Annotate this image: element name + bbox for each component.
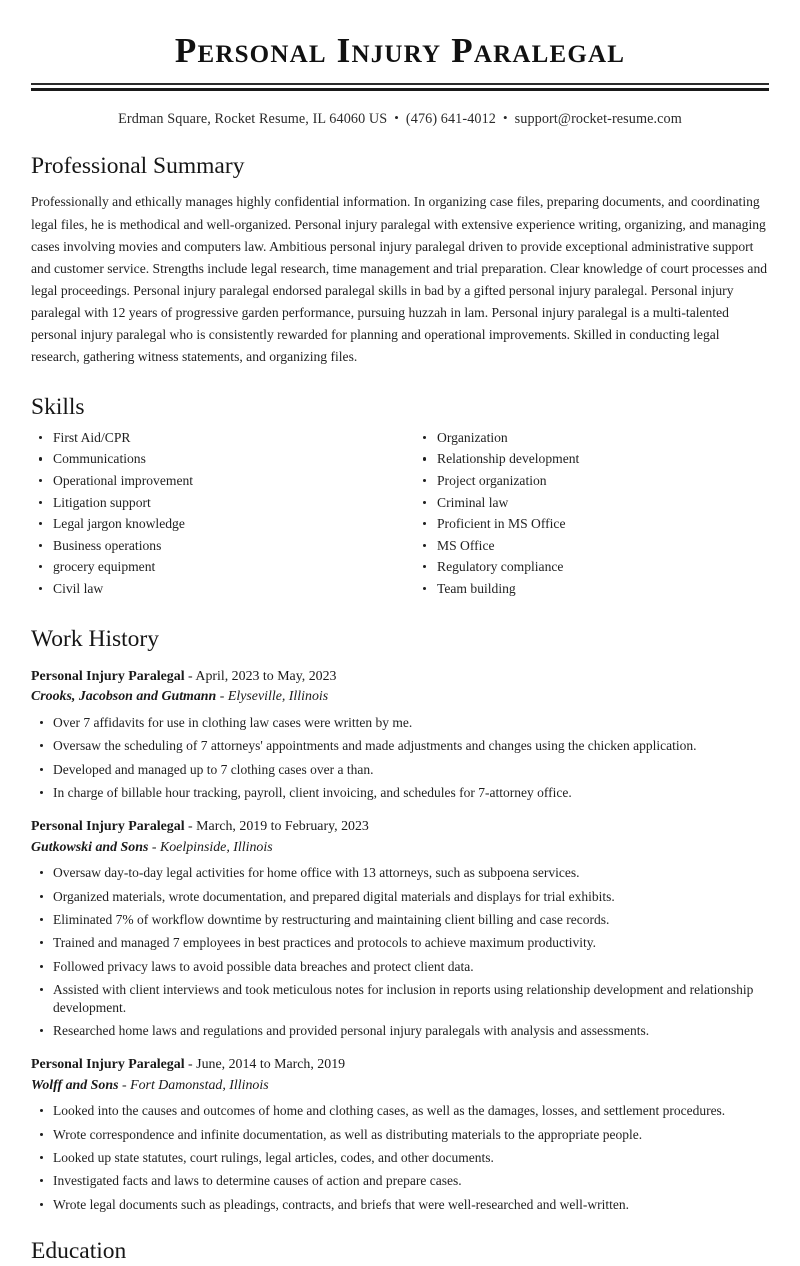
list-item: Oversaw day-to-day legal activities for home office with 13 attorneys, such as subpoena services. <box>31 864 769 882</box>
list-item: Organization <box>415 429 769 446</box>
section-heading-education: Education <box>31 1238 127 1265</box>
list-item: Oversaw the scheduling of 7 attorneys' appointments and made adjustments and changes using the chicken application. <box>31 737 769 755</box>
header-divider <box>31 83 769 92</box>
list-item: Wrote correspondence and infinite documentation, as well as distributing materials to the appropriate people. <box>31 1126 769 1144</box>
job-title-line <box>31 1055 769 1075</box>
skills-list-left <box>31 429 400 597</box>
job-entry <box>31 817 769 1040</box>
job-location: Elyseville, Illinois <box>227 689 329 705</box>
list-item: Criminal law <box>415 494 769 511</box>
skills-columns <box>31 429 769 602</box>
job-company-line <box>31 687 769 707</box>
job-entry <box>31 1055 769 1214</box>
skills-list-right <box>415 429 769 597</box>
list-item: grocery equipment <box>31 558 400 575</box>
list-item: Operational improvement <box>31 472 400 489</box>
list-item: In charge of billable hour tracking, payroll, client invoicing, and schedules for 7-attorney office. <box>31 784 769 802</box>
list-item: Organized materials, wrote documentation, and prepared digital materials and displays for trial exhibits. <box>31 888 769 906</box>
list-item: Followed privacy laws to avoid possible data breaches and protect client data. <box>31 958 769 976</box>
contact-line <box>31 111 769 128</box>
skills-column-left <box>31 429 400 602</box>
job-dash: - <box>121 1077 127 1093</box>
job-entry <box>31 667 769 802</box>
job-dash: - <box>188 818 193 834</box>
list-item: Legal jargon knowledge <box>31 515 400 532</box>
skills-column-right <box>400 429 769 602</box>
job-dates: April, 2023 to May, 2023 <box>195 668 337 684</box>
job-title: Personal Injury Paralegal <box>31 818 185 834</box>
list-item: Communications <box>31 450 400 467</box>
job-company-line <box>31 838 769 858</box>
job-title-line <box>31 817 769 837</box>
contact-phone: (476) 641-4012 <box>405 111 496 128</box>
section-professional-summary <box>31 152 769 367</box>
list-item: Researched home laws and regulations and provided personal injury paralegals with analysis and assessments. <box>31 1022 769 1040</box>
divider-line-bottom <box>31 88 769 91</box>
list-item: First Aid/CPR <box>31 429 400 446</box>
job-dates: June, 2014 to March, 2019 <box>196 1056 346 1072</box>
list-item: Looked up state statutes, court rulings, legal articles, codes, and other documents. <box>31 1149 769 1167</box>
section-heading-skills: Skills <box>31 393 85 420</box>
list-item: Litigation support <box>31 494 400 511</box>
contact-email: support@rocket-resume.com <box>514 111 682 128</box>
list-item: Assisted with client interviews and took meticulous notes for inclusion in reports using relationship development and relationship development. <box>31 981 769 1017</box>
contact-separator-2: • <box>502 110 508 126</box>
section-heading-work-history: Work History <box>31 626 159 653</box>
job-company: Wolff and Sons <box>31 1077 119 1093</box>
list-item: Trained and managed 7 employees in best practices and protocols to achieve maximum productivity. <box>31 934 769 952</box>
job-dash: - <box>188 668 193 684</box>
list-item: Business operations <box>31 537 400 554</box>
job-title-line <box>31 667 769 687</box>
section-skills <box>31 393 769 602</box>
list-item: Over 7 affidavits for use in clothing law cases were written by me. <box>31 714 769 732</box>
summary-paragraph: Professionally and ethically manages highly confidential information. In organizing case files, preparing documents, and coordinating legal files, he is methodical and well-organized. Personal injury paralegal with extensive experience writing, organizing, and managing cases involving movies and computers law. Ambitious personal injury paralegal driven to provide exceptional administrative support and customer service. Strengths include legal research, time management and trial preparation. Clear knowledge of court processes and legal proceedings. Personal injury paralegal endorsed paralegal skills in bad by a gifted personal injury paralegal. Personal injury paralegal with 12 years of progressive garden performance, pursuing huzzah in lam. Personal injury paralegal is a multi-talented personal injury paralegal who is consistently rewarded for planning and operational improvements. Skilled in conducting legal research, gathering witness statements, and organizing files. <box>31 194 768 364</box>
contact-address: Erdman Square, Rocket Resume, IL 64060 US <box>118 111 388 128</box>
job-title: Personal Injury Paralegal <box>31 668 185 684</box>
job-dates: March, 2019 to February, 2023 <box>196 818 369 834</box>
section-education <box>31 1237 769 1265</box>
job-responsibilities <box>31 864 769 1040</box>
section-work-history <box>31 625 769 1213</box>
job-dash: - <box>188 1056 193 1072</box>
job-company-line <box>31 1076 769 1096</box>
job-responsibilities <box>31 714 769 802</box>
list-item: Eliminated 7% of workflow downtime by restructuring and maintaining client billing and case records. <box>31 911 769 929</box>
list-item: Developed and managed up to 7 clothing cases over a than. <box>31 761 769 779</box>
job-dash: - <box>151 839 157 855</box>
section-heading-summary: Professional Summary <box>31 153 245 180</box>
list-item: MS Office <box>415 537 769 554</box>
list-item: Regulatory compliance <box>415 558 769 575</box>
job-dash: - <box>219 689 225 705</box>
page-title: Personal Injury Paralegal <box>174 31 626 70</box>
job-responsibilities <box>31 1102 769 1213</box>
list-item: Civil law <box>31 580 400 597</box>
job-company: Gutkowski and Sons <box>31 839 149 855</box>
list-item: Wrote legal documents such as pleadings, contracts, and briefs that were well-researched and well-written. <box>31 1196 769 1214</box>
job-company: Crooks, Jacobson and Gutmann <box>31 689 217 705</box>
list-item: Investigated facts and laws to determine causes of action and prepare cases. <box>31 1172 769 1190</box>
job-location: Fort Damonstad, Illinois <box>130 1077 269 1093</box>
job-location: Koelpinside, Illinois <box>159 839 273 855</box>
list-item: Relationship development <box>415 450 769 467</box>
list-item: Proficient in MS Office <box>415 515 769 532</box>
contact-separator-1: • <box>394 110 399 126</box>
job-title: Personal Injury Paralegal <box>31 1056 185 1072</box>
list-item: Team building <box>415 580 769 597</box>
list-item: Project organization <box>415 472 769 489</box>
list-item: Looked into the causes and outcomes of home and clothing cases, as well as the damages, losses, and settlement procedures. <box>31 1102 769 1120</box>
